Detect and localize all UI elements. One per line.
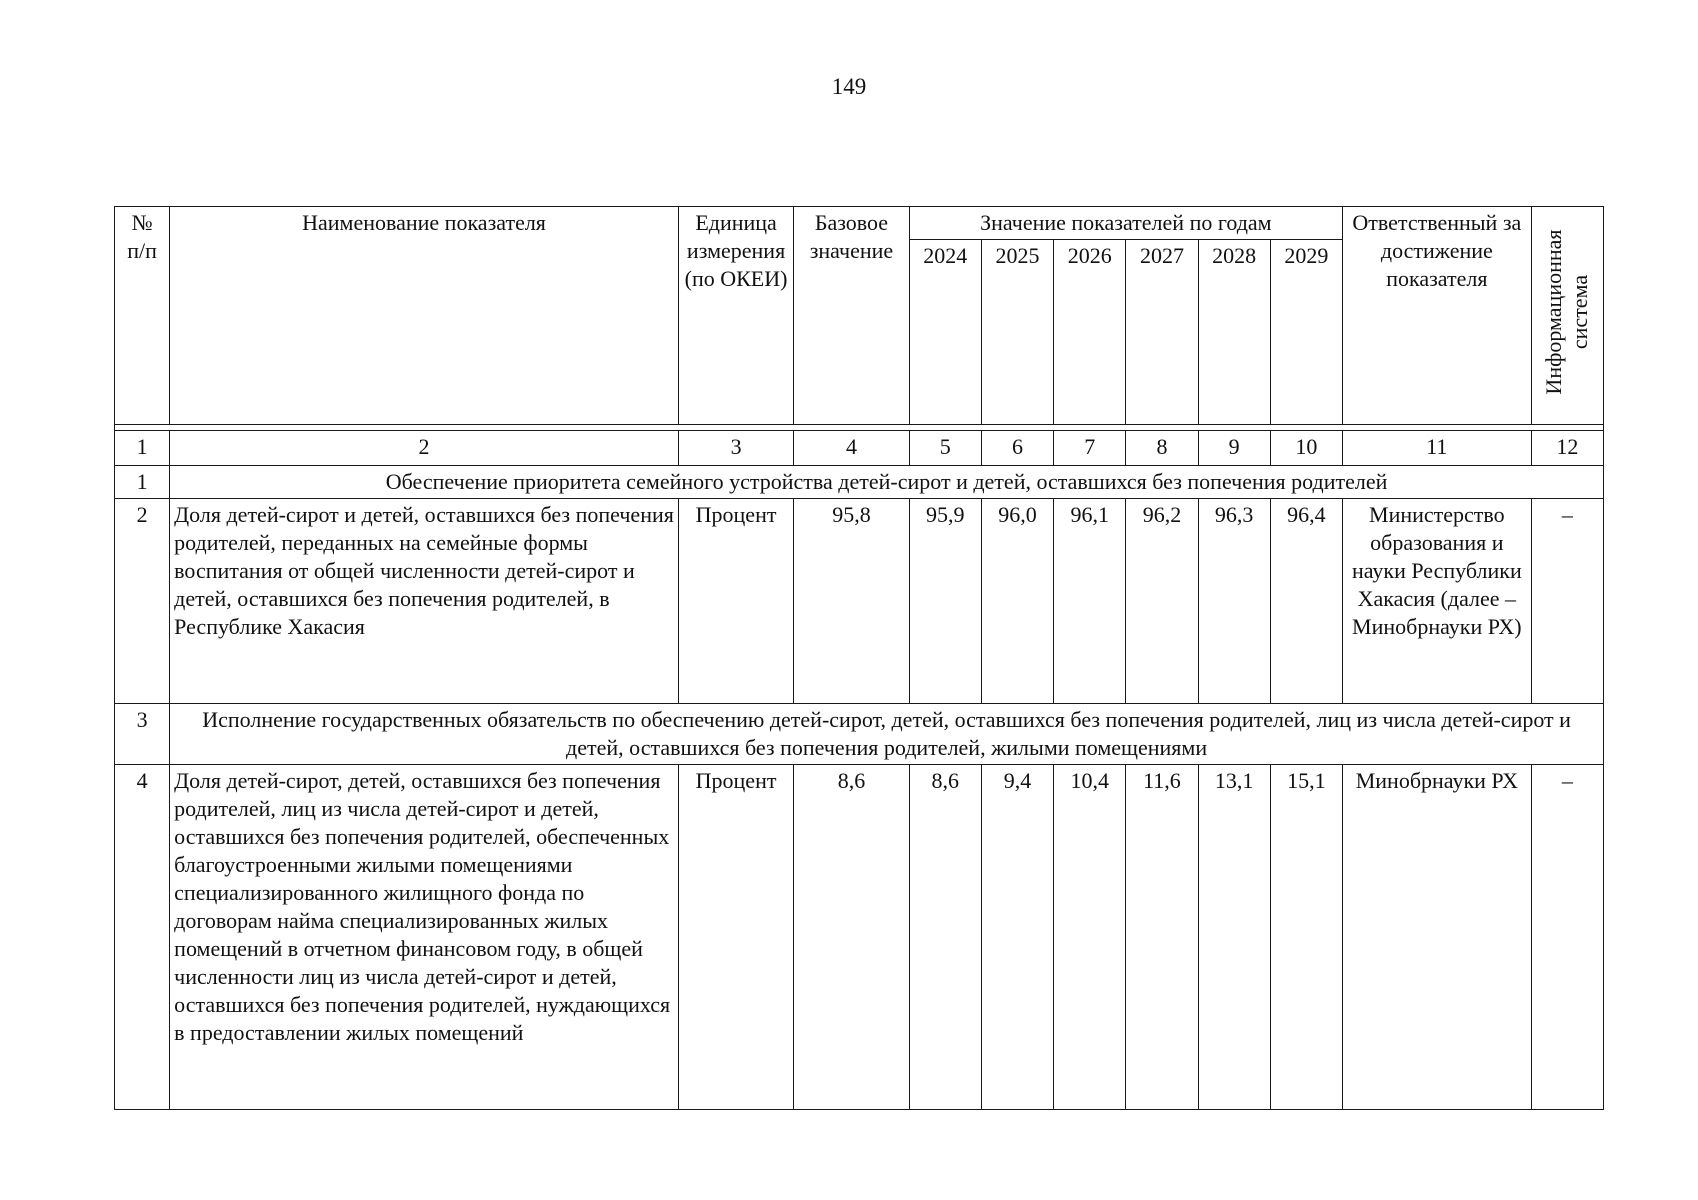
indicator-unit: Процент: [678, 499, 793, 704]
column-number: 3: [678, 431, 793, 466]
section-row: [115, 704, 1604, 765]
column-number: 7: [1054, 431, 1126, 466]
indicator-value-2027: 96,2: [1126, 499, 1198, 704]
indicator-value-2024: 95,9: [909, 499, 981, 704]
page-number: 149: [831, 74, 867, 99]
column-number: 5: [909, 431, 981, 466]
row-number: 3: [115, 704, 170, 765]
indicator-name: Доля детей-сирот, детей, оставшихся без попечения родителей, лиц из числа детей-сирот и детей, оставшихся без попечения родителей, обеспеченных благоустроенными жилыми помещениями специализированного жилищного фонда по договорам найма специализированных жилых помещений в отчетном финансовом году, в общей численности лиц из числа детей-сирот и детей, оставшихся без попечения родителей, нуждающихся в предоставлении жилых помещений: [170, 765, 679, 1110]
indicator-responsible: Минобрнауки РХ: [1343, 765, 1532, 1110]
column-numbers-row: [115, 431, 1604, 466]
section-title: Обеспечение приоритета семейного устройства детей-сирот и детей, оставшихся без попечения родителей: [170, 466, 1604, 499]
column-number: 1: [115, 431, 170, 466]
column-number: 8: [1126, 431, 1198, 466]
section-row: [115, 466, 1604, 499]
indicator-info-system: –: [1531, 499, 1603, 704]
indicator-value-2026: 96,1: [1054, 499, 1126, 704]
section-title: Исполнение государственных обязательств по обеспечению детей-сирот, детей, оставшихся без попечения родителей, лиц из числа детей-сирот и детей, оставшихся без попечения родителей, жилыми помещениями: [170, 704, 1604, 765]
indicator-value-2025: 9,4: [981, 765, 1053, 1110]
header-year: 2024: [909, 240, 981, 425]
indicators-table: [114, 206, 1604, 1110]
indicator-unit: Процент: [678, 765, 793, 1110]
indicator-value-2028: 13,1: [1198, 765, 1270, 1110]
column-number: 2: [170, 431, 679, 466]
header-year: 2029: [1270, 240, 1342, 425]
header-base-value: Базовое значение: [794, 207, 909, 425]
indicator-info-system: –: [1531, 765, 1603, 1110]
indicator-value-2028: 96,3: [1198, 499, 1270, 704]
column-number: 11: [1343, 431, 1532, 466]
header-years-title: Значение показателей по годам: [909, 207, 1342, 240]
header-info-system-label: Информационная система: [1541, 229, 1593, 395]
header-info-system: [1531, 207, 1603, 425]
header-year: 2026: [1054, 240, 1126, 425]
indicator-responsible: Министерство образования и науки Республики Хакасия (далее – Минобрнауки РХ): [1343, 499, 1532, 704]
indicator-name: Доля детей-сирот и детей, оставшихся без попечения родителей, переданных на семейные формы воспитания от общей численности детей-сирот и детей, оставшихся без попечения родителей, в Республике Хакасия: [170, 499, 679, 704]
row-number: 1: [115, 466, 170, 499]
indicator-row: [115, 499, 1604, 704]
column-number: 4: [794, 431, 909, 466]
header-unit: Единица измерения (по ОКЕИ): [678, 207, 793, 425]
indicator-base-value: 95,8: [794, 499, 909, 704]
header-year: 2025: [981, 240, 1053, 425]
indicator-value-2029: 15,1: [1270, 765, 1342, 1110]
indicator-value-2026: 10,4: [1054, 765, 1126, 1110]
indicator-value-2025: 96,0: [981, 499, 1053, 704]
header-name: Наименование показателя: [170, 207, 679, 425]
column-number: 10: [1270, 431, 1342, 466]
header-year: 2027: [1126, 240, 1198, 425]
indicator-value-2024: 8,6: [909, 765, 981, 1110]
column-number: 12: [1531, 431, 1603, 466]
indicator-value-2029: 96,4: [1270, 499, 1342, 704]
row-number: 4: [115, 765, 170, 1110]
indicator-value-2027: 11,6: [1126, 765, 1198, 1110]
column-number: 9: [1198, 431, 1270, 466]
header-num: № п/п: [115, 207, 170, 425]
header-year: 2028: [1198, 240, 1270, 425]
indicator-row: [115, 765, 1604, 1110]
indicator-base-value: 8,6: [794, 765, 909, 1110]
header-responsible: Ответственный за достижение показателя: [1343, 207, 1532, 425]
row-number: 2: [115, 499, 170, 704]
column-number: 6: [981, 431, 1053, 466]
